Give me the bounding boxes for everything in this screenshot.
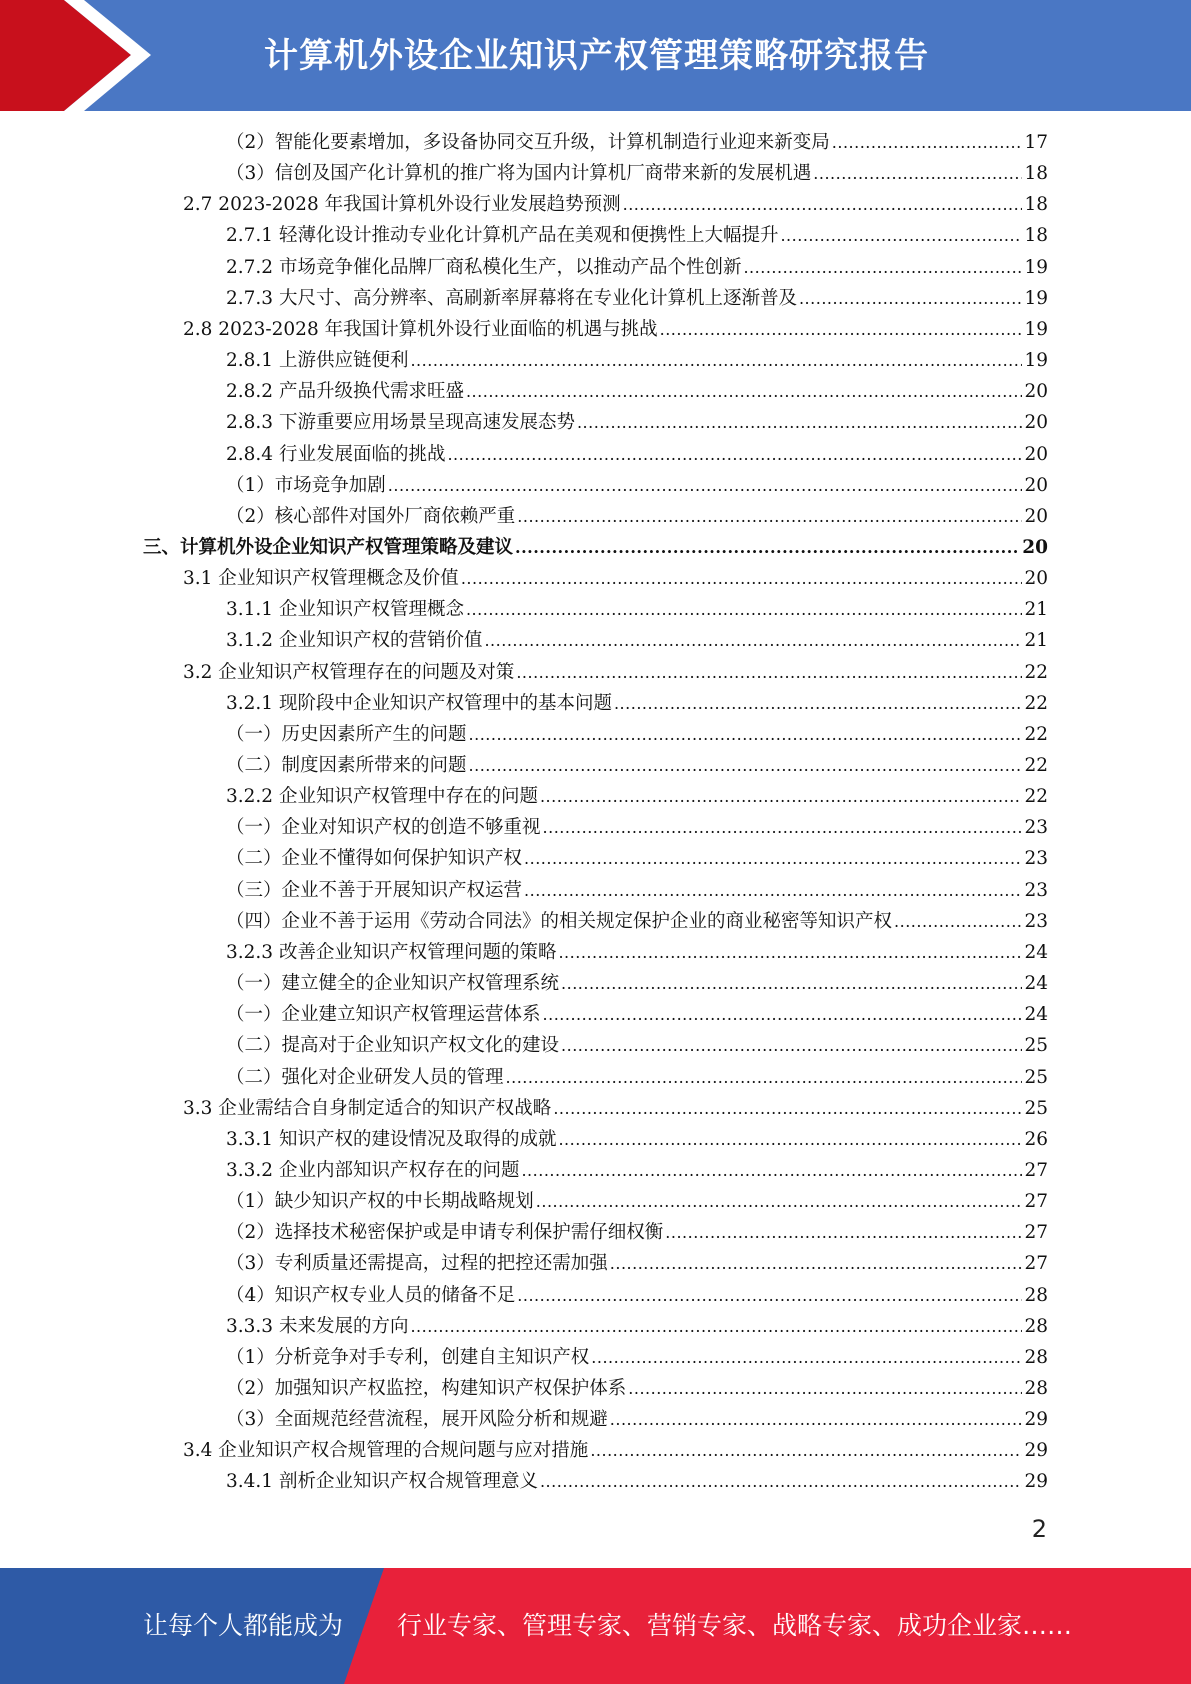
toc-entry-title: （1）市场竞争加剧 [226,474,386,496]
toc-dot-leader [388,470,1023,501]
toc-entry-page: 22 [1024,723,1048,745]
toc-dot-leader [743,252,1022,283]
toc-dot-leader [614,688,1022,719]
toc-entry-page: 19 [1024,318,1048,340]
toc-entry-title: （一）企业对知识产权的创造不够重视 [226,817,541,839]
toc-entry[interactable] [226,906,1048,937]
toc-dot-leader [660,314,1023,345]
toc-entry-page: 27 [1024,1159,1048,1181]
toc-entry-page: 20 [1024,443,1048,465]
toc-entry-page: 22 [1024,692,1048,714]
toc-entry[interactable] [226,345,1048,376]
toc-entry-page: 25 [1024,1097,1048,1119]
toc-entry[interactable] [226,750,1048,781]
toc-entry[interactable] [226,594,1048,625]
toc-entry-page: 24 [1024,973,1048,995]
toc-dot-leader [524,843,1022,874]
toc-dot-leader [894,906,1022,937]
toc-entry-page: 20 [1024,568,1048,590]
toc-dot-leader [558,937,1022,968]
toc-entry[interactable] [226,158,1048,189]
toc-dot-leader [506,1062,1023,1093]
toc-entry[interactable] [226,220,1048,251]
toc-entry[interactable] [226,1404,1048,1435]
toc-entry-title: （3）信创及国产化计算机的推广将为国内计算机厂商带来新的发展机遇 [226,163,812,185]
toc-entry-page: 20 [1024,474,1048,496]
toc-entry-page: 29 [1024,1471,1048,1493]
toc-entry-title: 3.4 企业知识产权合规管理的合规问题与应对措施 [183,1440,589,1462]
toc-entry[interactable] [226,1373,1048,1404]
toc-entry-page: 25 [1024,1066,1048,1088]
toc-dot-leader [577,407,1022,438]
toc-entry-title: （四）企业不善于运用《劳动合同法》的相关规定保护企业的商业秘密等知识产权 [226,910,893,932]
toc-entry-title: （一）历史因素所产生的问题 [226,723,467,745]
toc-dot-leader [561,1030,1022,1061]
toc-entry-title: 2.8.4 行业发展面临的挑战 [226,443,446,465]
toc-entry[interactable] [226,1342,1048,1373]
toc-entry-title: （3）全面规范经营流程，展开风险分析和规避 [226,1409,608,1431]
toc-entry-page: 19 [1024,256,1048,278]
toc-dot-leader [540,1466,1022,1497]
toc-entry-page: 28 [1024,1284,1048,1306]
toc-entry-page: 28 [1024,1315,1048,1337]
toc-entry-title: 3.1 企业知识产权管理概念及价值 [183,568,459,590]
toc-entry-title: 2.8.3 下游重要应用场景呈现高速发展态势 [226,412,575,434]
toc-entry-page: 28 [1024,1346,1048,1368]
toc-dot-leader [461,563,1023,594]
page-footer [0,1568,1191,1684]
toc-entry-title: 2.8.1 上游供应链便利 [226,350,409,372]
toc-entry-page: 23 [1024,848,1048,870]
toc-dot-leader [623,189,1023,220]
toc-entry-title: 三、计算机外设企业知识产权管理策略及建议 [143,536,514,558]
toc-entry[interactable] [226,688,1048,719]
toc-dot-leader [536,1186,1023,1217]
toc-entry[interactable] [226,439,1048,470]
toc-dot-leader [447,439,1022,470]
toc-entry-page: 22 [1024,755,1048,776]
toc-entry-title: 2.7.1 轻薄化设计推动专业化计算机产品在美观和便携性上大幅提升 [226,225,779,247]
page-number: 2 [1031,1515,1047,1543]
toc-dot-leader [665,1217,1022,1248]
toc-entry-page: 24 [1024,1004,1048,1026]
toc-dot-leader [590,1435,1022,1466]
toc-entry-page: 21 [1024,630,1048,652]
toc-entry[interactable] [226,1062,1048,1093]
toc-entry-page: 27 [1024,1191,1048,1213]
toc-dot-leader [540,781,1022,812]
toc-dot-leader [558,1124,1022,1155]
toc-entry[interactable] [226,1155,1048,1186]
toc-entry[interactable] [226,999,1048,1030]
toc-entry[interactable] [226,1217,1048,1248]
toc-dot-leader [610,1404,1023,1435]
toc-dot-leader [469,750,1023,781]
toc-entry-title: （二）企业不懂得如何保护知识产权 [226,848,523,870]
toc-entry[interactable] [183,314,1048,345]
toc-entry-page: 19 [1024,350,1048,372]
toc-entry-title: （1）缺少知识产权的中长期战略规划 [226,1191,534,1213]
toc-entry-title: （一）建立健全的企业知识产权管理系统 [226,973,560,995]
toc-entry-title: （二）强化对企业研发人员的管理 [226,1066,504,1088]
toc-entry-page: 20 [1024,505,1048,527]
footer-slogan-left: 让每个人都能成为 [143,1611,344,1640]
toc-entry[interactable] [226,937,1048,968]
toc-dot-leader [484,625,1022,656]
toc-dot-leader [799,283,1022,314]
toc-entry-title: （3）专利质量还需提高，过程的把控还需加强 [226,1253,608,1275]
toc-entry-title: 3.1.1 企业知识产权管理概念 [226,599,464,621]
toc-entry[interactable] [183,657,1048,688]
toc-entry[interactable] [226,1280,1048,1311]
toc-entry[interactable] [183,563,1048,594]
page-header [0,0,1191,111]
toc-dot-leader [521,1155,1022,1186]
toc-entry[interactable] [226,1466,1048,1497]
toc-entry-title: （1）分析竞争对手专利，创建自主知识产权 [226,1346,590,1368]
toc-dot-leader [466,594,1022,625]
toc-entry-title: （2）智能化要素增加，多设备协同交互升级，计算机制造行业迎来新变局 [226,132,830,153]
toc-entry-page: 23 [1024,910,1048,932]
toc-dot-leader [516,657,1022,688]
footer-slogan-right: 行业专家、管理专家、营销专家、战略专家、成功企业家…… [397,1611,1073,1640]
toc-entry-title: 2.7.2 市场竞争催化品牌厂商私模化生产，以推动产品个性创新 [226,256,742,278]
toc-entry[interactable] [226,1030,1048,1061]
toc-dot-leader [832,127,1023,158]
toc-entry[interactable] [226,407,1048,438]
toc-entry-page: 19 [1024,287,1048,309]
toc-dot-leader [466,376,1022,407]
toc-entry-title: 2.7 2023-2028 年我国计算机外设行业发展趋势预测 [183,194,621,216]
toc-entry-title: 3.2 企业知识产权管理存在的问题及对策 [183,661,515,683]
toc-entry-page: 27 [1024,1253,1048,1275]
toc-entry-title: 3.2.3 改善企业知识产权管理问题的策略 [226,941,557,963]
toc-entry[interactable] [226,252,1048,283]
toc-entry[interactable] [226,283,1048,314]
toc-entry-title: 2.8.2 产品升级换代需求旺盛 [226,381,464,403]
toc-entry-page: 18 [1024,163,1048,185]
toc-entry[interactable] [226,781,1048,812]
toc-entry-title: （二）制度因素所带来的问题 [226,755,467,776]
toc-entry-title: （4）知识产权专业人员的储备不足 [226,1284,516,1306]
toc-entry-page: 22 [1024,786,1048,808]
toc-entry-title: 3.3.1 知识产权的建设情况及取得的成就 [226,1128,557,1150]
toc-dot-leader [610,1248,1023,1279]
header-red-arrow [0,0,131,111]
report-title: 计算机外设企业知识产权管理策略研究报告 [264,36,929,76]
toc-entry-title: 2.7.3 大尺寸、高分辨率、高刷新率屏幕将在专业化计算机上逐渐普及 [226,287,797,309]
toc-entry-page: 18 [1024,225,1048,247]
toc-entry-page: 17 [1024,132,1048,153]
toc-entry-page: 22 [1024,661,1048,683]
toc-entry-page: 27 [1024,1222,1048,1244]
toc-entry[interactable] [226,1186,1048,1217]
toc-entry-page: 23 [1024,879,1048,901]
toc-entry[interactable] [226,376,1048,407]
toc-entry-title: 3.2.2 企业知识产权管理中存在的问题 [226,786,538,808]
toc-entry[interactable] [226,127,1048,158]
toc-dot-leader [553,1093,1022,1124]
toc-entry[interactable] [183,1093,1048,1124]
toc-dot-leader [469,719,1023,750]
toc-dot-leader [628,1373,1022,1404]
toc-entry[interactable] [226,1311,1048,1342]
toc-dot-leader [517,1280,1022,1311]
toc-entry-title: （一）企业建立知识产权管理运营体系 [226,1004,541,1026]
toc-entry[interactable] [226,875,1048,906]
toc-entry-page: 20 [1024,412,1048,434]
toc-entry-title: 3.3.3 未来发展的方向 [226,1315,409,1337]
toc-entry[interactable] [226,470,1048,501]
toc-entry[interactable] [226,812,1048,843]
toc-dot-leader [561,968,1022,999]
toc-entry-page: 21 [1024,599,1048,621]
toc-entry-title: 3.3 企业需结合自身制定适合的知识产权战略 [183,1097,552,1119]
toc-entry-title: （2）核心部件对国外厂商依赖严重 [226,505,516,527]
toc-entry-title: （三）企业不善于开展知识产权运营 [226,879,523,901]
toc-entry-title: 2.8 2023-2028 年我国计算机外设行业面临的机遇与挑战 [183,318,658,340]
toc-entry[interactable] [226,501,1048,532]
toc-entry-page: 26 [1024,1128,1048,1150]
toc-dot-leader [410,1311,1022,1342]
toc-dot-leader [543,812,1023,843]
toc-entry[interactable] [183,1435,1048,1466]
toc-entry-title: （二）提高对于企业知识产权文化的建设 [226,1035,560,1057]
toc-dot-leader [591,1342,1022,1373]
toc-dot-leader [517,501,1022,532]
toc-entry-page: 24 [1024,941,1048,963]
toc-entry[interactable] [226,1124,1048,1155]
toc-entry-title: 3.2.1 现阶段中企业知识产权管理中的基本问题 [226,692,612,714]
toc-entry-page: 29 [1024,1440,1048,1462]
toc-entry[interactable] [226,968,1048,999]
toc-entry[interactable] [226,1248,1048,1279]
toc-entry-page: 29 [1024,1409,1048,1431]
toc-entry-page: 20 [1024,381,1048,403]
toc-entry-page: 18 [1024,194,1048,216]
toc-dot-leader [515,532,1020,563]
toc-entry-title: （2）加强知识产权监控，构建知识产权保护体系 [226,1378,627,1399]
toc-entry[interactable] [183,189,1048,220]
toc-entry-page: 28 [1024,1378,1048,1399]
toc-dot-leader [524,875,1022,906]
toc-dot-leader [543,999,1023,1030]
toc-entry-title: （2）选择技术秘密保护或是申请专利保护需仔细权衡 [226,1222,664,1244]
toc-entry-page: 20 [1022,536,1048,558]
toc-entry[interactable] [143,532,1048,563]
toc-entry[interactable] [226,719,1048,750]
toc-dot-leader [780,220,1022,251]
toc-entry-title: 3.4.1 剖析企业知识产权合规管理意义 [226,1471,538,1493]
toc-entry[interactable] [226,625,1048,656]
toc-entry-page: 23 [1024,817,1048,839]
toc-entry-title: 3.1.2 企业知识产权的营销价值 [226,630,483,652]
toc-entry-title: 3.3.2 企业内部知识产权存在的问题 [226,1159,520,1181]
toc-entry-page: 25 [1024,1035,1048,1057]
toc-dot-leader [813,158,1022,189]
toc-entry[interactable] [226,843,1048,874]
toc-dot-leader [410,345,1022,376]
